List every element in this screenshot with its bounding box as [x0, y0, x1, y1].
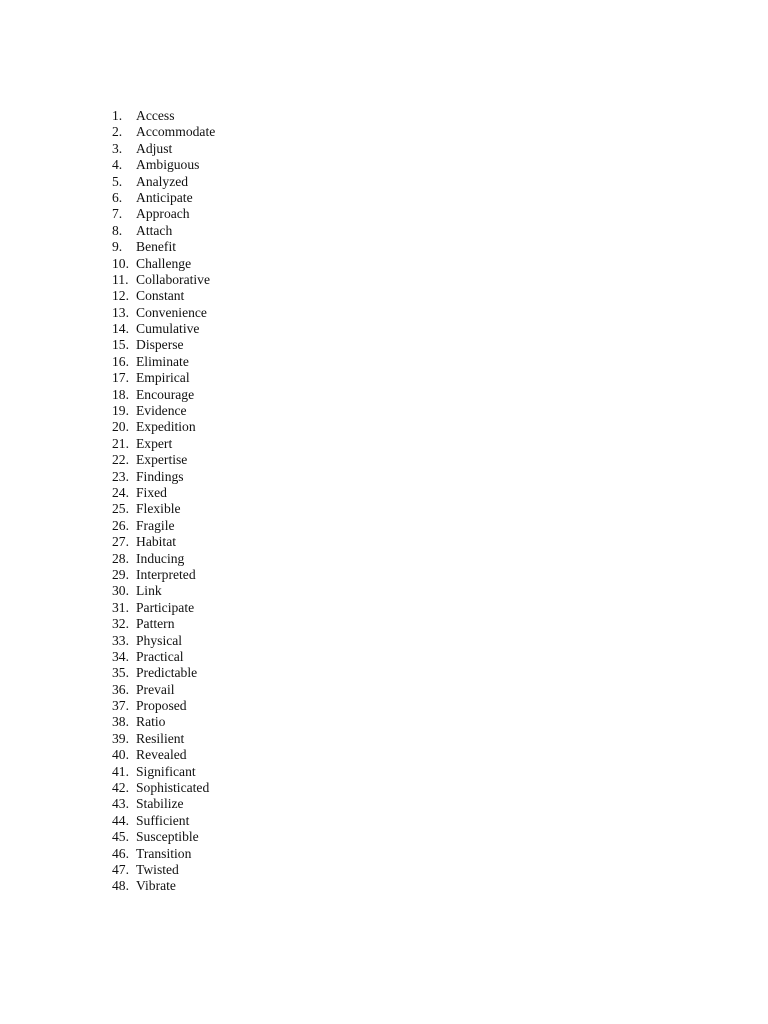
list-item-word: Practical — [136, 648, 184, 664]
list-item-number: 31. — [112, 599, 129, 615]
list-item-number: 6. — [112, 189, 123, 205]
list-item — [112, 813, 215, 829]
list-item-word: Expedition — [136, 419, 196, 435]
list-item — [112, 108, 215, 124]
list-item — [112, 698, 215, 714]
list-item-number: 9. — [112, 239, 123, 255]
list-item — [112, 288, 215, 304]
list-item — [112, 501, 215, 517]
list-item-word: Anticipate — [136, 189, 193, 205]
list-item — [112, 206, 215, 222]
list-item-word: Interpreted — [136, 566, 196, 582]
list-item — [112, 682, 215, 698]
list-item — [112, 780, 215, 796]
list-item — [112, 141, 215, 157]
list-item-number: 33. — [112, 632, 129, 648]
list-item-number: 3. — [112, 140, 123, 156]
list-item-word: Sufficient — [136, 812, 190, 828]
list-item-number: 23. — [112, 468, 129, 484]
list-item — [112, 583, 215, 599]
list-item-word: Physical — [136, 632, 183, 648]
list-item — [112, 452, 215, 468]
list-item — [112, 223, 215, 239]
list-item — [112, 436, 215, 452]
list-item-word: Challenge — [136, 255, 192, 271]
list-item-number: 35. — [112, 665, 129, 681]
list-item — [112, 190, 215, 206]
list-item-number: 2. — [112, 124, 123, 140]
list-item-number: 25. — [112, 501, 129, 517]
list-item — [112, 534, 215, 550]
list-item-number: 34. — [112, 648, 129, 664]
list-item-word: Collaborative — [136, 271, 210, 287]
list-item — [112, 764, 215, 780]
list-item-word: Fragile — [136, 517, 175, 533]
list-item — [112, 731, 215, 747]
list-item-word: Ambiguous — [136, 157, 200, 173]
list-item-word: Adjust — [136, 140, 173, 156]
list-item-number: 5. — [112, 173, 123, 189]
list-item — [112, 567, 215, 583]
list-item-word: Inducing — [136, 550, 185, 566]
list-item-word: Proposed — [136, 698, 187, 714]
list-item — [112, 616, 215, 632]
list-item-number: 20. — [112, 419, 129, 435]
list-item-word: Benefit — [136, 239, 177, 255]
list-item — [112, 272, 215, 288]
list-item-number: 22. — [112, 452, 129, 468]
list-item-number: 29. — [112, 566, 129, 582]
list-item-word: Flexible — [136, 501, 181, 517]
list-item-number: 15. — [112, 337, 129, 353]
list-item-number: 21. — [112, 435, 129, 451]
list-item — [112, 796, 215, 812]
list-item-word: Prevail — [136, 681, 175, 697]
list-item-word: Cumulative — [136, 321, 200, 337]
list-item-number: 45. — [112, 829, 129, 845]
list-item — [112, 878, 215, 894]
list-item — [112, 829, 215, 845]
list-item-number: 19. — [112, 403, 129, 419]
list-item-number: 42. — [112, 780, 129, 796]
list-item — [112, 370, 215, 386]
list-item-number: 37. — [112, 698, 129, 714]
list-item-word: Convenience — [136, 304, 207, 320]
list-item-word: Predictable — [136, 665, 198, 681]
list-item-word: Empirical — [136, 370, 190, 386]
list-item-number: 28. — [112, 550, 129, 566]
list-item-number: 26. — [112, 517, 129, 533]
list-item — [112, 714, 215, 730]
list-item-word: Vibrate — [136, 878, 176, 894]
list-item-word: Ratio — [136, 714, 166, 730]
list-item-number: 36. — [112, 681, 129, 697]
list-item-word: Analyzed — [136, 173, 189, 189]
list-item-word: Resilient — [136, 730, 185, 746]
list-item — [112, 321, 215, 337]
list-item-number: 10. — [112, 255, 129, 271]
list-item-number: 11. — [112, 271, 129, 287]
list-item-number: 1. — [112, 108, 123, 123]
list-item-number: 48. — [112, 878, 129, 894]
list-item-number: 30. — [112, 583, 129, 599]
list-item-word: Habitat — [136, 534, 177, 550]
list-item-word: Fixed — [136, 484, 167, 500]
list-item-number: 38. — [112, 714, 129, 730]
list-item-number: 14. — [112, 321, 129, 337]
list-item-word: Link — [136, 583, 162, 599]
list-item — [112, 174, 215, 190]
list-item — [112, 747, 215, 763]
list-item-number: 40. — [112, 747, 129, 763]
list-item — [112, 846, 215, 862]
list-item — [112, 469, 215, 485]
list-item — [112, 551, 215, 567]
list-item-word: Participate — [136, 599, 195, 615]
list-item-number: 12. — [112, 288, 129, 304]
list-item-number: 46. — [112, 845, 129, 861]
list-item-word: Access — [136, 108, 175, 123]
list-item-number: 44. — [112, 812, 129, 828]
list-item-number: 17. — [112, 370, 129, 386]
list-item-number: 13. — [112, 304, 129, 320]
list-item — [112, 633, 215, 649]
list-item — [112, 124, 215, 140]
list-item-word: Pattern — [136, 616, 175, 632]
list-item-word: Expertise — [136, 452, 188, 468]
list-item-word: Twisted — [136, 861, 179, 877]
list-item-word: Approach — [136, 206, 190, 222]
list-item — [112, 337, 215, 353]
list-item — [112, 354, 215, 370]
list-item — [112, 600, 215, 616]
list-item-number: 18. — [112, 386, 129, 402]
list-item-word: Significant — [136, 763, 196, 779]
list-item — [112, 239, 215, 255]
list-item-number: 27. — [112, 534, 129, 550]
list-item-word: Attach — [136, 222, 173, 238]
list-item — [112, 256, 215, 272]
list-item-number: 39. — [112, 730, 129, 746]
list-item — [112, 485, 215, 501]
list-item-number: 8. — [112, 222, 123, 238]
list-item — [112, 665, 215, 681]
list-item-word: Sophisticated — [136, 780, 210, 796]
list-item-number: 43. — [112, 796, 129, 812]
list-item-word: Constant — [136, 288, 185, 304]
list-item-number: 32. — [112, 616, 129, 632]
list-item-word: Findings — [136, 468, 184, 484]
list-item-word: Encourage — [136, 386, 195, 402]
list-item — [112, 305, 215, 321]
list-item — [112, 518, 215, 534]
list-item-word: Transition — [136, 845, 192, 861]
list-item-number: 41. — [112, 763, 129, 779]
list-item — [112, 649, 215, 665]
list-item-number: 24. — [112, 484, 129, 500]
list-item-number: 4. — [112, 157, 123, 173]
vocabulary-list — [112, 108, 215, 895]
list-item-number: 7. — [112, 206, 123, 222]
list-item — [112, 157, 215, 173]
list-item-word: Eliminate — [136, 353, 189, 369]
list-item-word: Disperse — [136, 337, 184, 353]
list-item — [112, 862, 215, 878]
list-item-number: 16. — [112, 353, 129, 369]
list-item-word: Evidence — [136, 403, 187, 419]
list-item-word: Accommodate — [136, 124, 216, 140]
list-item-word: Susceptible — [136, 829, 199, 845]
list-item — [112, 387, 215, 403]
list-item — [112, 403, 215, 419]
list-item-word: Expert — [136, 435, 173, 451]
list-item-word: Stabilize — [136, 796, 184, 812]
list-item-word: Revealed — [136, 747, 187, 763]
list-item — [112, 419, 215, 435]
list-item-number: 47. — [112, 861, 129, 877]
